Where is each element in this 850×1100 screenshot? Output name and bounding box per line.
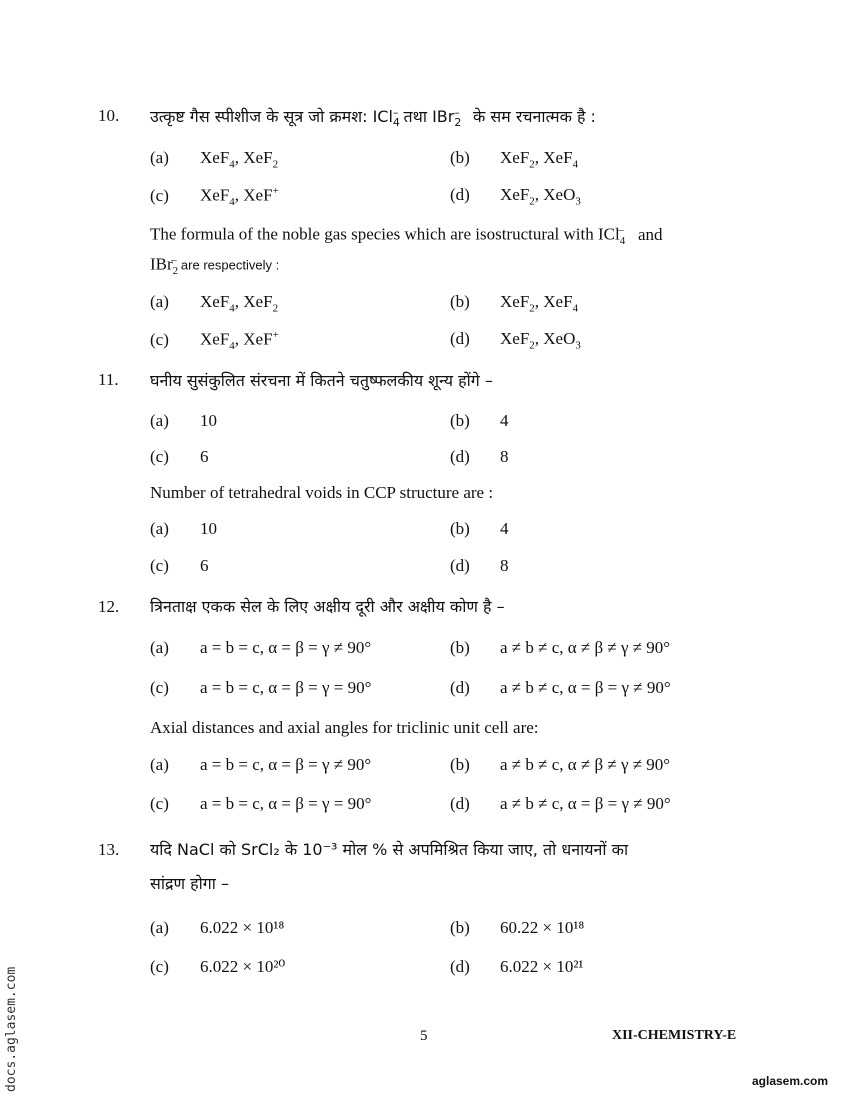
question-text-english: The formula of the noble gas species which are isostructural with ICl$_4$– and bbox=[150, 224, 663, 248]
option-b[interactable]: (b) 4 bbox=[450, 519, 509, 538]
option-c[interactable]: (c) 6 bbox=[150, 556, 209, 575]
paper-code: XII-CHEMISTRY-E bbox=[612, 1028, 737, 1043]
question-text-hindi: उत्कृष्ट गैस स्पीशीज के सूत्र जो क्रमश: ICl$_4$– तथा IBr$_2$– के सम रचनात्मक है : bbox=[150, 105, 596, 130]
question-text-english: Axial distances and axial angles for triclinic unit cell are: bbox=[150, 718, 539, 737]
question-text-english: Number of tetrahedral voids in CCP structure are : bbox=[150, 483, 494, 502]
watermark: docs.aglasem.com bbox=[4, 966, 19, 1092]
option-a[interactable]: (a) XeF$_4$, XeF$_2$ bbox=[150, 148, 279, 171]
brand-link[interactable]: aglasem.com bbox=[752, 1074, 829, 1088]
question-number: 11. bbox=[98, 370, 119, 389]
option-a[interactable]: (a) 6.022 × 10¹⁸ bbox=[150, 918, 285, 937]
option-a[interactable]: (a) 10 bbox=[150, 411, 217, 430]
option-b[interactable]: (b) XeF$_2$, XeF$_4$ bbox=[450, 292, 579, 315]
question-number: 10. bbox=[98, 106, 120, 125]
question-text-hindi: यदि NaCl को SrCl₂ के 10⁻³ मोल % से अपमिश्रित किया जाए, तो धनायनों का bbox=[150, 840, 629, 859]
option-b[interactable]: (b) a ≠ b ≠ c, α ≠ β ≠ γ ≠ 90° bbox=[450, 755, 671, 774]
option-d[interactable]: (d) 6.022 × 10²¹ bbox=[450, 957, 584, 976]
option-d[interactable]: (d) 8 bbox=[450, 447, 509, 466]
option-a[interactable]: (a) XeF$_4$, XeF$_2$ bbox=[150, 292, 279, 315]
question-number: 12. bbox=[98, 597, 120, 616]
option-b[interactable]: (b) a ≠ b ≠ c, α ≠ β ≠ γ ≠ 90° bbox=[450, 638, 671, 657]
option-d[interactable]: (d) XeF$_2$, XeO$_3$ bbox=[450, 329, 581, 352]
option-a[interactable]: (a) a = b = c, α = β = γ ≠ 90° bbox=[150, 755, 372, 774]
option-d[interactable]: (d) 8 bbox=[450, 556, 509, 575]
option-b[interactable]: (b) 60.22 × 10¹⁸ bbox=[450, 918, 585, 937]
option-c[interactable]: (c) XeF$_4$, XeF+ bbox=[150, 329, 279, 353]
option-b[interactable]: (b) 4 bbox=[450, 411, 509, 430]
question-text-hindi: घनीय सुसंकुलित संरचना में कितने चतुष्फलकीय शून्य होंगे – bbox=[150, 371, 493, 390]
option-c[interactable]: (c) 6.022 × 10²⁰ bbox=[150, 957, 286, 976]
option-d[interactable]: (d) a ≠ b ≠ c, α = β = γ ≠ 90° bbox=[450, 794, 671, 813]
question-text-hindi: त्रिनताक्ष एकक सेल के लिए अक्षीय दूरी और अक्षीय कोण है – bbox=[150, 597, 505, 616]
option-b[interactable]: (b) XeF$_2$, XeF$_4$ bbox=[450, 148, 579, 171]
question-text-hindi-line2: सांद्रण होगा – bbox=[150, 874, 229, 893]
option-c[interactable]: (c) a = b = c, α = β = γ = 90° bbox=[150, 678, 372, 697]
option-c[interactable]: (c) XeF$_4$, XeF+ bbox=[150, 185, 279, 209]
page-number: 5 bbox=[420, 1028, 428, 1044]
option-d[interactable]: (d) a ≠ b ≠ c, α = β = γ ≠ 90° bbox=[450, 678, 671, 697]
option-c[interactable]: (c) a = b = c, α = β = γ = 90° bbox=[150, 794, 372, 813]
question-text-english-line2: IBr$_2$– are respectively : bbox=[150, 254, 280, 278]
option-a[interactable]: (a) 10 bbox=[150, 519, 217, 538]
option-d[interactable]: (d) XeF$_2$, XeO$_3$ bbox=[450, 185, 581, 208]
option-a[interactable]: (a) a = b = c, α = β = γ ≠ 90° bbox=[150, 638, 372, 657]
option-c[interactable]: (c) 6 bbox=[150, 447, 209, 466]
question-number: 13. bbox=[98, 840, 120, 859]
